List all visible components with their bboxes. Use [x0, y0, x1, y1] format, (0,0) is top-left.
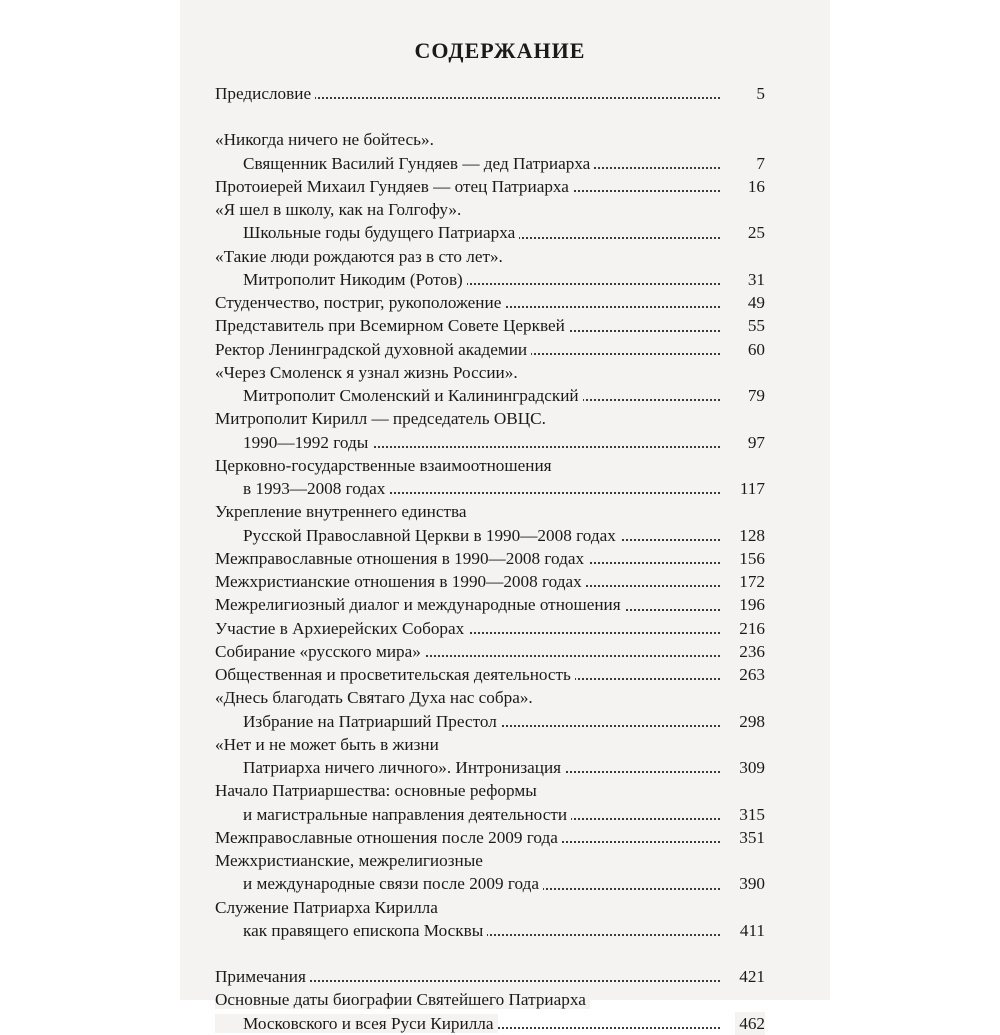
toc-entry-title: Протоиерей Михаил Гундяев — отец Патриарха [215, 177, 573, 196]
toc-entry-title: Священник Василий Гундяев — дед Патриарха [215, 154, 594, 173]
toc-entry [215, 314, 765, 337]
toc-page-number: 263 [735, 663, 765, 686]
toc-entry [215, 500, 765, 523]
toc-entry-title: Московского и всея Руси Кирилла [215, 1014, 498, 1033]
toc-entry-title: и магистральные направления деятельности [215, 805, 571, 824]
toc-entry [215, 152, 765, 175]
toc-entry [215, 547, 765, 570]
toc-entry [215, 291, 765, 314]
toc-entry-title: Служение Патриарха Кирилла [215, 898, 442, 917]
toc-page-number: 7 [752, 152, 765, 175]
toc-page-number: 351 [735, 826, 765, 849]
toc-entry-title: Церковно-государственные взаимоотношения [215, 456, 556, 475]
toc-entry-title: Начало Патриаршества: основные реформы [215, 781, 541, 800]
toc-entry-title: и международные связи после 2009 года [215, 874, 543, 893]
toc-entry [215, 686, 765, 709]
toc-page-number: 236 [735, 640, 765, 663]
toc-entry-title: Межправославные отношения в 1990—2008 годах [215, 549, 588, 568]
table-of-contents [215, 82, 765, 1035]
toc-entry-title: Митрополит Никодим (Ротов) [215, 270, 467, 289]
toc-entry [215, 617, 765, 640]
toc-entry [215, 779, 765, 802]
toc-entry [215, 803, 765, 826]
toc-page-number: 315 [735, 803, 765, 826]
toc-entry-title: в 1993—2008 годах [215, 479, 389, 498]
toc-entry-title: Межправославные отношения после 2009 года [215, 828, 562, 847]
toc-entry-title: Участие в Архиерейских Соборах [215, 619, 468, 638]
toc-entry [215, 640, 765, 663]
toc-page-number: 97 [744, 431, 765, 454]
toc-entry-title: «Днесь благодать Святаго Духа нас собра». [215, 688, 537, 707]
toc-page-number: 49 [744, 291, 765, 314]
toc-entry [215, 872, 765, 895]
contents-heading: СОДЕРЖАНИЕ [414, 38, 586, 63]
toc-entry [215, 198, 765, 221]
toc-entry-title: Межхристианские, межрелигиозные [215, 851, 487, 870]
toc-entry-title: Митрополит Кирилл — председатель ОВЦС. [215, 409, 550, 428]
toc-entry [215, 477, 765, 500]
toc-page-number: 172 [735, 570, 765, 593]
toc-page-number: 298 [735, 710, 765, 733]
toc-entry [215, 361, 765, 384]
toc-entry-title: Предисловие [215, 84, 315, 103]
toc-page-number: 16 [744, 175, 765, 198]
toc-page-number: 390 [735, 872, 765, 895]
toc-entry [215, 756, 765, 779]
toc-entry [215, 1012, 765, 1035]
toc-page-number: 128 [735, 524, 765, 547]
toc-entry-title: Митрополит Смоленский и Калининградский [215, 386, 583, 405]
toc-entry [215, 245, 765, 268]
toc-page-number: 216 [735, 617, 765, 640]
toc-entry-title: 1990—1992 годы [215, 433, 372, 452]
toc-entry-title: Основные даты биографии Святейшего Патриарха [215, 990, 590, 1009]
toc-entry-title: как правящего епископа Москвы [215, 921, 487, 940]
toc-entry-title: Патриарха ничего личного». Интронизация [215, 758, 565, 777]
toc-page-number: 5 [752, 82, 765, 105]
toc-entry-title: Примечания [215, 967, 310, 986]
toc-entry-title: «Нет и не может быть в жизни [215, 735, 443, 754]
toc-entry [215, 663, 765, 686]
toc-entry [215, 965, 765, 988]
toc-entry [215, 593, 765, 616]
toc-page-number: 25 [744, 221, 765, 244]
toc-entry-title: Избрание на Патриарший Престол [215, 712, 501, 731]
toc-entry [215, 338, 765, 361]
toc-page-number: 421 [735, 965, 765, 988]
toc-entry-title: Межхристианские отношения в 1990—2008 годах [215, 572, 586, 591]
toc-entry [215, 710, 765, 733]
toc-page-number: 196 [735, 593, 765, 616]
toc-entry [215, 454, 765, 477]
toc-entry [215, 733, 765, 756]
toc-page-number: 31 [744, 268, 765, 291]
toc-entry [215, 175, 765, 198]
toc-entry-title: Собирание «русского мира» [215, 642, 425, 661]
toc-entry [215, 407, 765, 430]
toc-page-number: 462 [735, 1012, 765, 1035]
toc-entry-title: «Такие люди рождаются раз в сто лет». [215, 247, 507, 266]
toc-page-number: 79 [744, 384, 765, 407]
toc-entry [215, 919, 765, 942]
toc-entry-title: Студенчество, постриг, рукоположение [215, 293, 505, 312]
toc-page-number: 411 [736, 919, 765, 942]
toc-page-number: 117 [736, 477, 765, 500]
toc-entry [215, 384, 765, 407]
toc-entry-title: Представитель при Всемирном Совете Церквей [215, 316, 569, 335]
toc-entry [215, 849, 765, 872]
toc-entry-title: Укрепление внутреннего единства [215, 502, 471, 521]
toc-entry [215, 570, 765, 593]
toc-entry [215, 524, 765, 547]
toc-entry [215, 896, 765, 919]
toc-page-number: 55 [744, 314, 765, 337]
toc-entry-title: «Никогда ничего не бойтесь». [215, 130, 438, 149]
toc-entry-title: Русской Православной Церкви в 1990—2008 годах [215, 526, 620, 545]
toc-entry-title: Общественная и просветительская деятельность [215, 665, 575, 684]
toc-page-number: 309 [735, 756, 765, 779]
page-title [0, 38, 1000, 64]
toc-entry-title: «Я шел в школу, как на Голгофу». [215, 200, 465, 219]
toc-entry-title: Школьные годы будущего Патриарха [215, 223, 519, 242]
toc-entry [215, 431, 765, 454]
toc-entry [215, 268, 765, 291]
toc-entry-title: Ректор Ленинградской духовной академии [215, 340, 531, 359]
toc-entry [215, 82, 765, 105]
toc-page-number: 60 [744, 338, 765, 361]
toc-entry [215, 221, 765, 244]
toc-page-number: 156 [735, 547, 765, 570]
toc-entry-title: «Через Смоленск я узнал жизнь России». [215, 363, 522, 382]
toc-entry-title: Межрелигиозный диалог и международные отношения [215, 595, 625, 614]
toc-entry [215, 826, 765, 849]
toc-entry [215, 128, 765, 151]
